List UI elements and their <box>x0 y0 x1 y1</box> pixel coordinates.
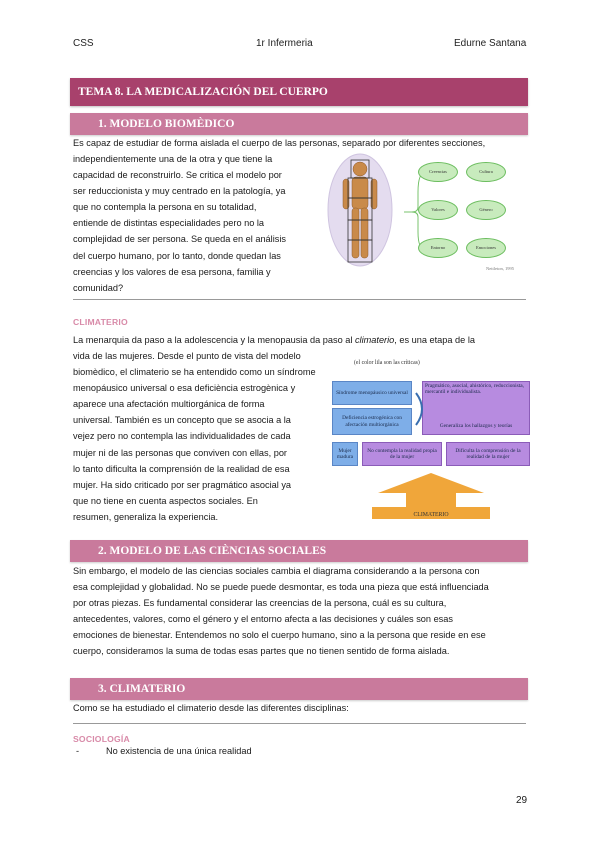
bubble-emociones: Emociones <box>466 238 506 258</box>
sociologia-list <box>76 746 252 756</box>
sociologia-subtitle: SOCIOLOGÍA <box>73 734 130 744</box>
divider <box>73 723 526 724</box>
figure-caption: Nettleton, 1995 <box>486 266 514 271</box>
box-no-contempla: No contempla la realidad propia de la mujer <box>362 442 442 466</box>
climaterio-line-0: La menarquia da paso a la adolescencia y la menopausia da paso al climaterio, es una etapa de la <box>73 335 475 345</box>
bubble-genero: Género <box>466 200 506 220</box>
climaterio-subtitle: CLIMATERIO <box>73 317 128 327</box>
bubble-entorno: Entorno <box>418 238 458 258</box>
biomedical-figure <box>318 152 526 274</box>
header-left: CSS <box>73 38 94 49</box>
figure-note: (el color lila son las críticas) <box>354 360 420 366</box>
box-deficiencia: Deficiencia estrogénica con afectación multiorgánica <box>332 408 412 435</box>
box-generaliza: Generaliza los hallazgos y teorías <box>439 422 513 429</box>
sec1-line-0: Es capaz de estudiar de forma aislada el cuerpo de las personas, separado por diferentes secciones, <box>73 138 486 148</box>
list-item: - No existencia de una única realidad <box>76 746 252 756</box>
climaterio-paragraph: vida de las mujeres. Desde el punto de vista del modelo biomèdico, el climaterio se ha entendido como un síndrome menopáusico universal o esa deficiència estrogènica y aparece una afectación multiorgánica de forma universal. También es un concepto que se asocia a la vejez pero no contempla las individualidades de cada mujer ni de las personas que conviven con ellas, por lo tanto dificulta la comprensión de la realidad de esa mujer. Ha sido criticado por ser pragmático asocial ya que no tiene en cuenta aspectos sociales. En resumen, generaliza la experiencia. <box>73 351 316 522</box>
page-number: 29 <box>516 795 528 806</box>
sec2-paragraph: Sin embargo, el modelo de las ciencias sociales cambia el diagrama considerando a la persona con esa complejidad y globalidad. No se puede puede desmontar, es toda una pieza que está influenciada por otras piezas. Es fundamental considerar las creencias de la persona, cuál es su cultura, antecedentes, valores, como el género y el entorno afecta a las decisiones y cuáles son esas emociones de bienestar. Entendemos no solo el cuerpo humano, sino a la persona que reside en ese cuerpo, consideramos la suma de todas esas partes que no tienen sentido de forma aislada. <box>73 566 489 657</box>
bubble-valores: Valores <box>418 200 458 220</box>
bubble-cultura: Cultura <box>466 162 506 182</box>
connector-arrow <box>414 389 434 429</box>
header-right: Edurne Santana <box>454 38 527 49</box>
section-2-title: 2. MODELO DE LAS CIÈNCIAS SOCIALES <box>70 540 528 562</box>
divider <box>73 299 526 300</box>
box-sindrome: Síndrome menopáusico universal <box>332 381 412 405</box>
section-3-title: 3. CLIMATERIO <box>70 678 528 700</box>
climaterio-figure <box>332 359 530 521</box>
climaterio-arrow <box>332 471 530 521</box>
sec3-intro: Como se ha estudiado el climaterio desde las diferentes disciplinas: <box>73 703 349 713</box>
bubble-creencias: Creencias <box>418 162 458 182</box>
main-title: TEMA 8. LA MEDICALIZACIÓN DEL CUERPO <box>70 78 528 106</box>
box-mujer-madura: Mujer madura <box>332 442 358 466</box>
box-dificulta: Dificulta la comprensión de la realidad de la mujer <box>446 442 530 466</box>
section-1-title: 1. MODELO BIOMÈDICO <box>70 113 528 135</box>
sec1-paragraph: independientemente una de la otra y que tiene la capacidad de reconstruirlo. Se critica el modelo por ser reduccionista y muy centrado en la patología, ya que no contempla la persona en su totalidad, entiende de distintas especialidades pero no la complejidad de ser persona. Se queda en el análisis del cuerpo humano, por lo tanto, donde quedan las creencias y los valores de esa persona, familia y comunidad? <box>73 154 286 293</box>
box-pragmatico: Pragmático, asocial, ahistórico, reduccionista, mercantil e individualista. <box>422 381 530 435</box>
arrow-label: CLIMATERIO <box>413 512 449 518</box>
header-center: 1r Infermeria <box>256 38 313 49</box>
